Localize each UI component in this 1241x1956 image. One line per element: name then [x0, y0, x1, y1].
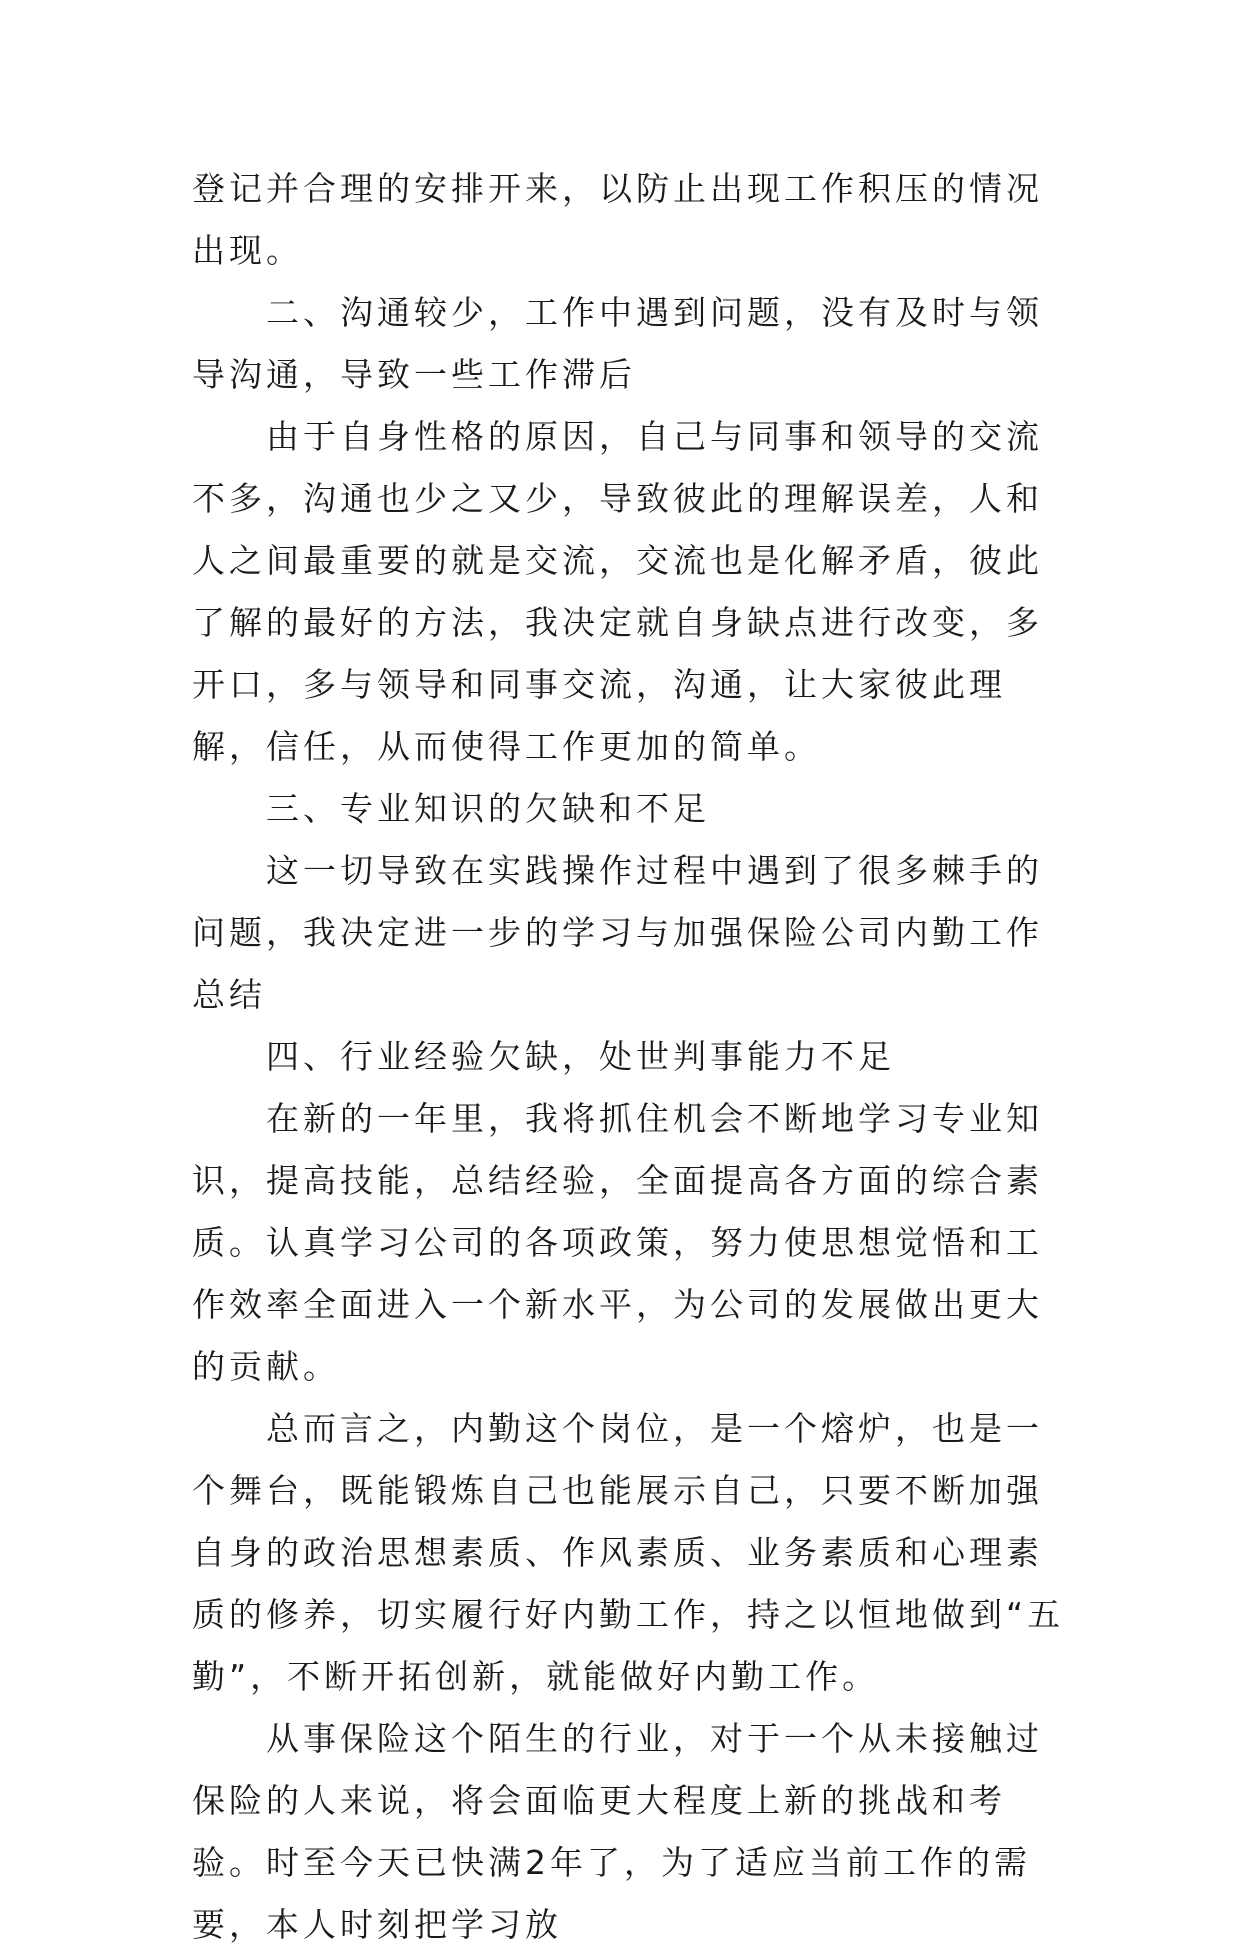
document-body [192, 158, 1072, 1956]
paragraph: 登记并合理的安排开来，以防止出现工作积压的情况出现。 [192, 169, 1043, 270]
paragraph: 这一切导致在实践操作过程中遇到了很多棘手的问题，我决定进一步的学习与加强保险公司内勤工作总结 [192, 851, 1043, 1014]
paragraph: 在新的一年里，我将抓住机会不断地学习专业知识，提高技能，总结经验，全面提高各方面的综合素质。认真学习公司的各项政策，努力使思想觉悟和工作效率全面进入一个新水平，为公司的发展做出更大的贡献。 [192, 1099, 1043, 1386]
section-heading: 二、沟通较少，工作中遇到问题，没有及时与领导沟通，导致一些工作滞后 [192, 293, 1043, 394]
paragraph: 总而言之，内勤这个岗位，是一个熔炉，也是一个舞台，既能锻炼自己也能展示自己，只要不断加强自身的政治思想素质、作风素质、业务素质和心理素质的修养，切实履行好内勤工作，持之以恒地做到“五勤”，不断开拓创新，就能做好内勤工作。 [192, 1409, 1065, 1696]
section-heading: 三、专业知识的欠缺和不足 [266, 789, 710, 828]
section-heading: 四、行业经验欠缺，处世判事能力不足 [266, 1037, 895, 1076]
paragraph: 由于自身性格的原因，自己与同事和领导的交流不多，沟通也少之又少，导致彼此的理解误差，人和人之间最重要的就是交流，交流也是化解矛盾，彼此了解的最好的方法，我决定就自身缺点进行改变，多开口，多与领导和同事交流，沟通，让大家彼此理解，信任，从而使得工作更加的简单。 [192, 417, 1043, 766]
paragraph: 从事保险这个陌生的行业，对于一个从未接触过保险的人来说，将会面临更大程度上新的挑战和考验。时至今天已快满2年了，为了适应当前工作的需要，本人时刻把学习放 [192, 1719, 1043, 1944]
